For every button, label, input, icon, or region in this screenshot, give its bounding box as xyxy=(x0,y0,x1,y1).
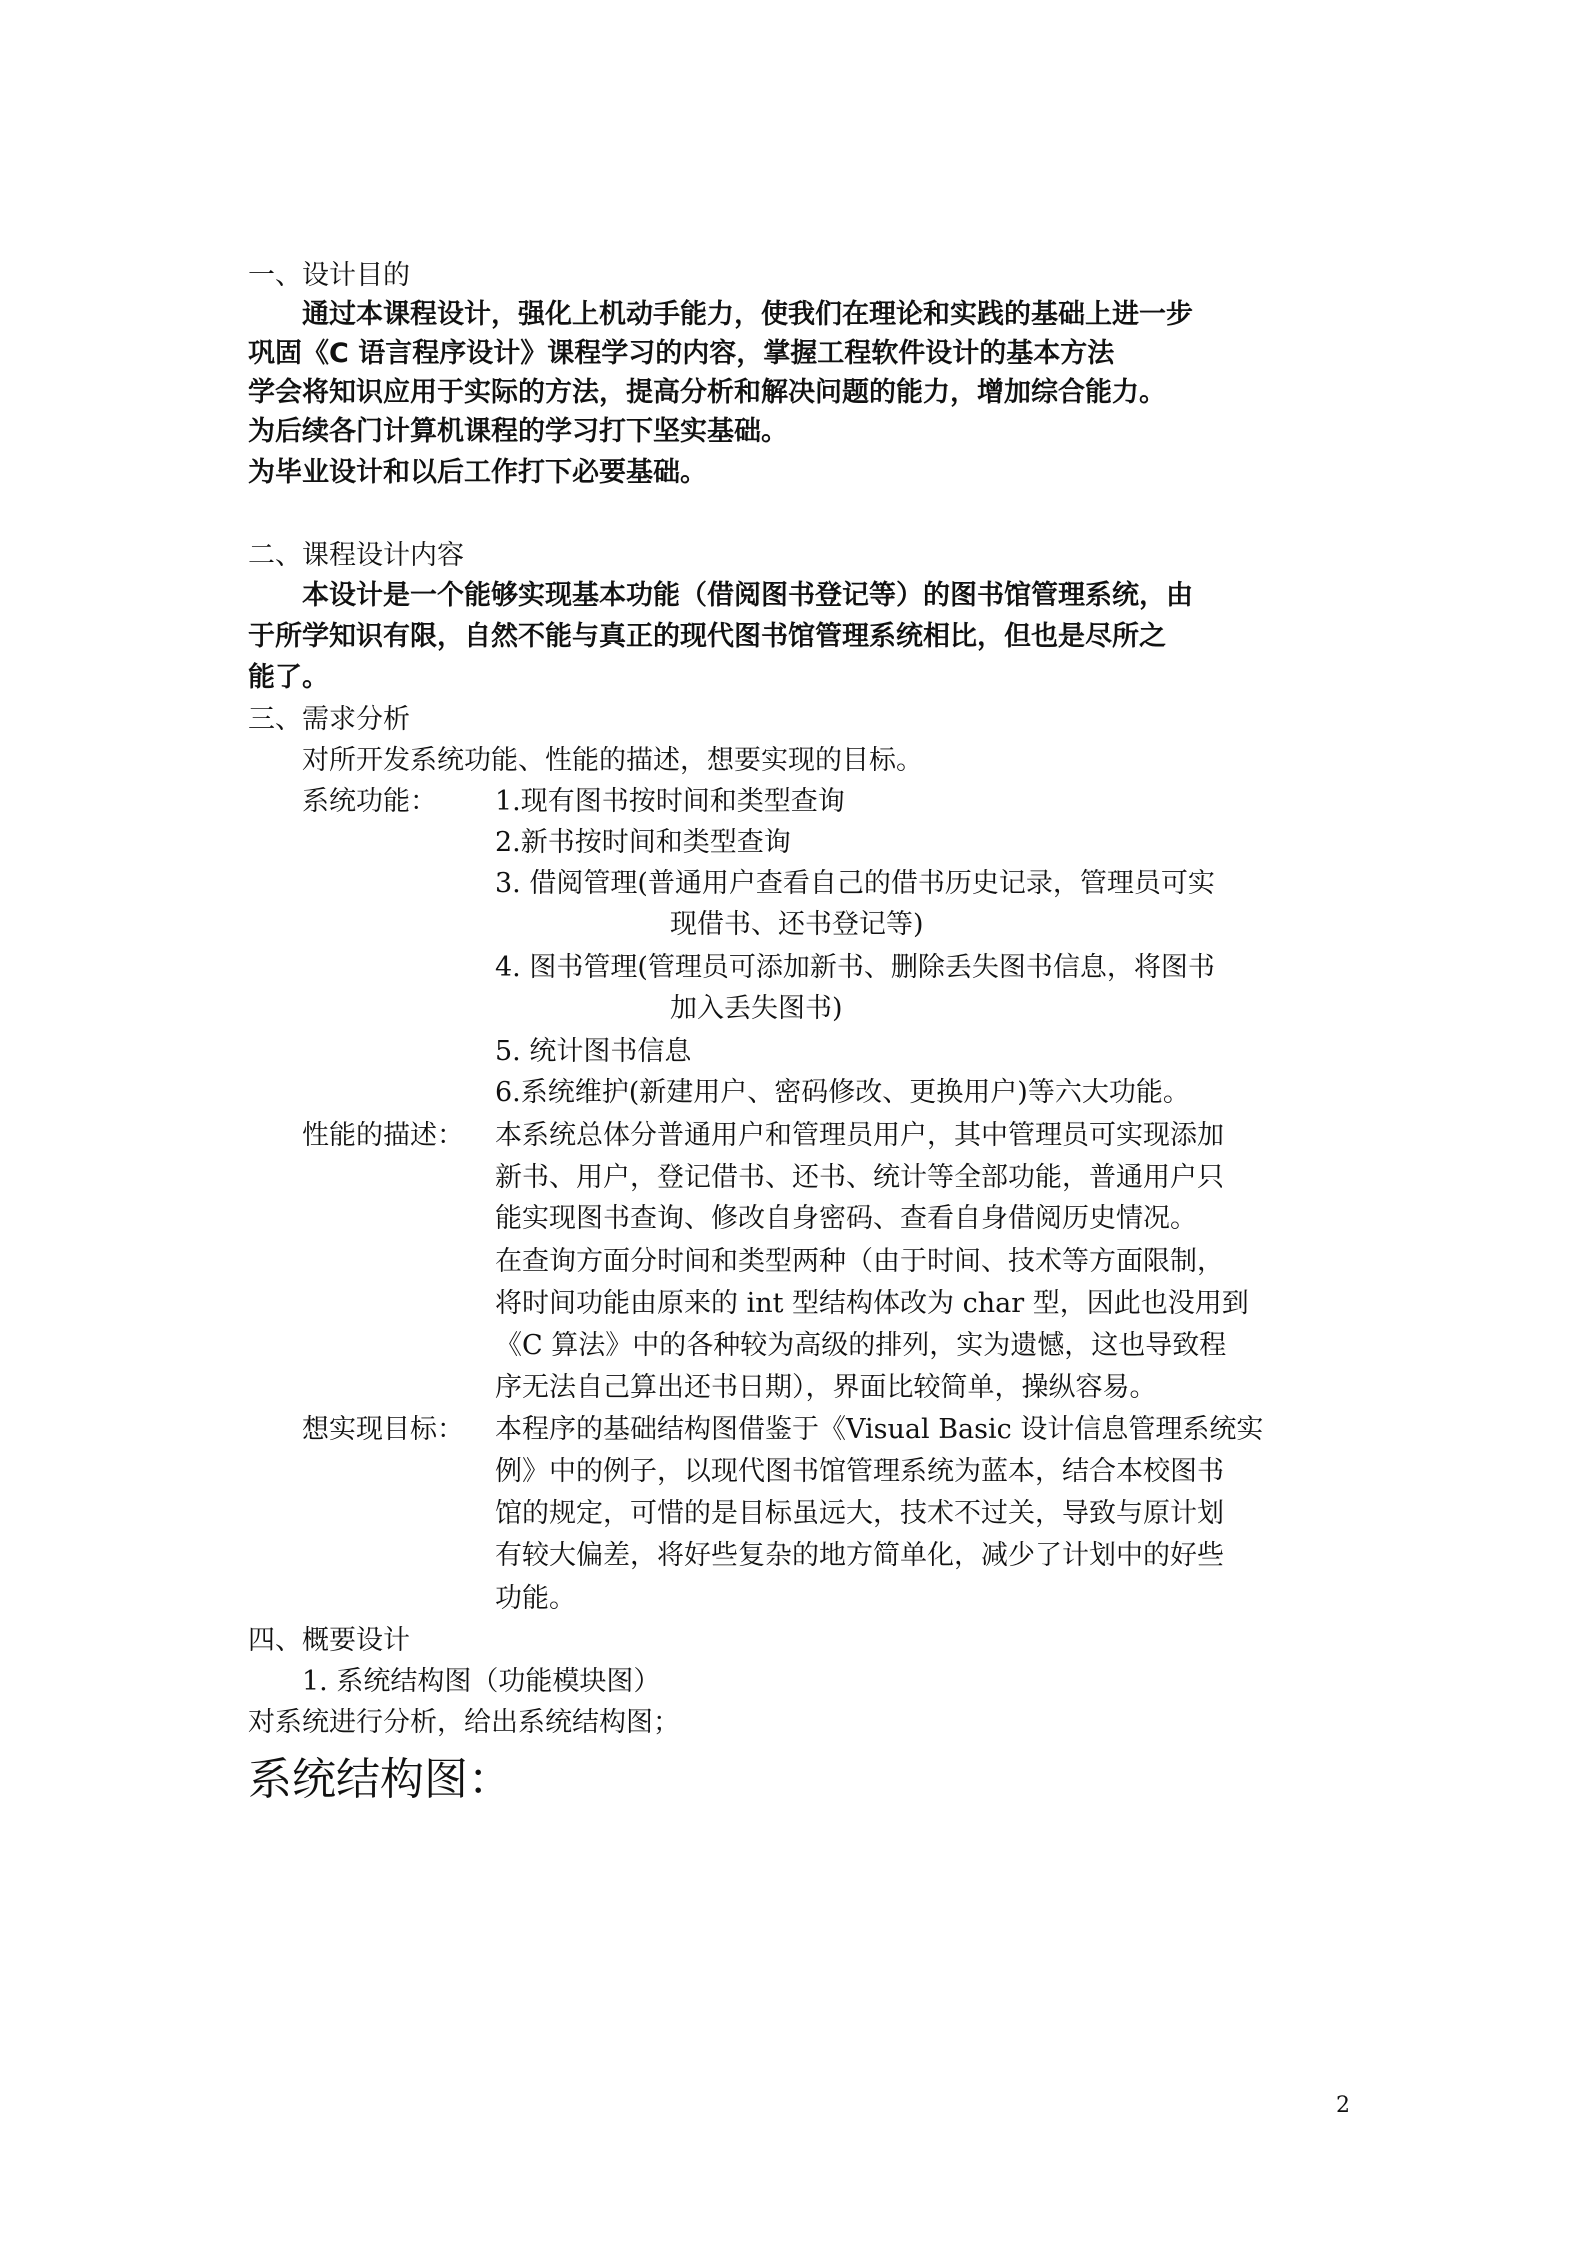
function-item: 4. 图书管理(管理员可添加新书、删除丢失图书信息，将图书 xyxy=(495,952,1215,983)
goal-line: 馆的规定，可惜的是目标虽远大，技术不过关，导致与原计划 xyxy=(495,1498,1224,1529)
performance-line: 在查询方面分时间和类型两种（由于时间、技术等方面限制， xyxy=(495,1246,1224,1277)
section4-heading: 四、概要设计 xyxy=(248,1625,410,1656)
section1-line: 通过本课程设计，强化上机动手能力，使我们在理论和实践的基础上进一步 xyxy=(302,299,1193,330)
section1-line: 学会将知识应用于实际的方法，提高分析和解决问题的能力，增加综合能力。 xyxy=(248,377,1166,408)
section1-line: 巩固《C 语言程序设计》课程学习的内容，掌握工程软件设计的基本方法 xyxy=(248,338,1115,369)
function-item-continued: 现借书、还书登记等) xyxy=(670,909,924,940)
page-number: 2 xyxy=(1336,2093,1350,2118)
function-item: 5. 统计图书信息 xyxy=(495,1036,692,1067)
section2-line: 于所学知识有限，自然不能与真正的现代图书馆管理系统相比，但也是尽所之 xyxy=(248,621,1166,652)
goal-line: 例》中的例子，以现代图书馆管理系统为蓝本，结合本校图书 xyxy=(495,1456,1224,1487)
function-item-continued: 加入丢失图书) xyxy=(670,993,843,1024)
performance-line: 本系统总体分普通用户和管理员用户，其中管理员可实现添加 xyxy=(495,1120,1224,1151)
function-item: 3. 借阅管理(普通用户查看自己的借书历史记录，管理员可实 xyxy=(495,868,1215,899)
performance-line: 能实现图书查询、修改自身密码、查看自身借阅历史情况。 xyxy=(495,1203,1197,1234)
performance-line: 将时间功能由原来的 int 型结构体改为 char 型，因此也没用到 xyxy=(495,1288,1249,1319)
section1-line: 为后续各门计算机课程的学习打下坚实基础。 xyxy=(248,416,788,447)
goal-line: 本程序的基础结构图借鉴于《Visual Basic 设计信息管理系统实 xyxy=(495,1414,1264,1445)
section2-heading: 二、课程设计内容 xyxy=(248,540,464,571)
goal-line: 功能。 xyxy=(495,1583,576,1614)
function-item: 1.现有图书按时间和类型查询 xyxy=(495,786,845,817)
section3-intro: 对所开发系统功能、性能的描述，想要实现的目标。 xyxy=(302,745,923,776)
performance-line: 序无法自己算出还书日期），界面比较简单，操纵容易。 xyxy=(495,1372,1157,1403)
function-item: 2.新书按时间和类型查询 xyxy=(495,827,791,858)
section2-line: 能了。 xyxy=(248,662,329,693)
performance-label: 性能的描述： xyxy=(302,1120,464,1151)
section3-heading: 三、需求分析 xyxy=(248,704,410,735)
performance-line: 《C 算法》中的各种较为高级的排列，实为遗憾，这也导致程 xyxy=(495,1330,1227,1361)
function-item: 6.系统维护(新建用户、密码修改、更换用户)等六大功能。 xyxy=(495,1077,1190,1108)
section2-line: 本设计是一个能够实现基本功能（借阅图书登记等）的图书馆管理系统，由 xyxy=(302,580,1193,611)
performance-line: 新书、用户，登记借书、还书、统计等全部功能，普通用户只 xyxy=(495,1162,1224,1193)
section4-subheading: 1. 系统结构图（功能模块图） xyxy=(302,1666,661,1697)
section1-heading: 一、设计目的 xyxy=(248,260,410,291)
structure-diagram-title: 系统结构图： xyxy=(248,1754,512,1805)
goal-line: 有较大偏差，将好些复杂的地方简单化，减少了计划中的好些 xyxy=(495,1540,1224,1571)
functions-label: 系统功能： xyxy=(302,786,437,817)
goal-label: 想实现目标： xyxy=(302,1414,464,1445)
section4-line: 对系统进行分析，给出系统结构图； xyxy=(248,1707,680,1738)
section1-line: 为毕业设计和以后工作打下必要基础。 xyxy=(248,457,707,488)
